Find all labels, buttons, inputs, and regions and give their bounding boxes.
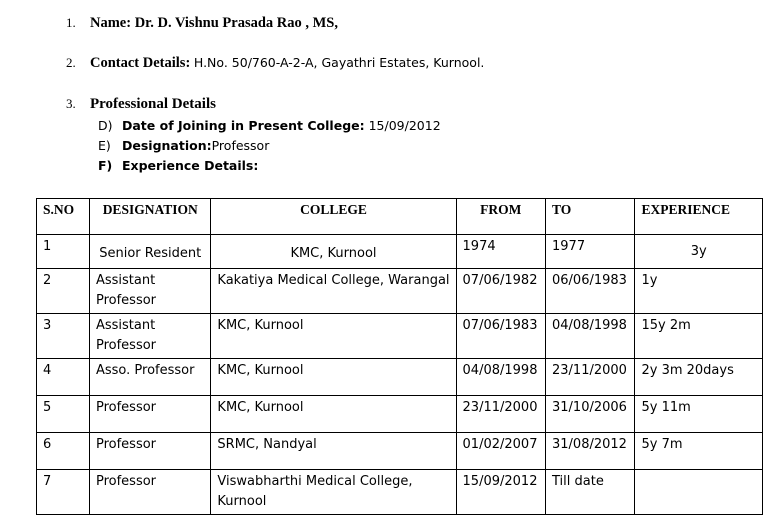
table-row [37,269,763,314]
item-letter: E) [98,138,111,153]
cell-from: 1974 [456,235,545,269]
header-designation: DESIGNATION [89,199,210,235]
cell-sno: 2 [37,269,90,314]
cell-experience: 15y 2m [635,314,763,359]
cell-to: Till date [546,470,635,515]
header-sno: S.NO [37,199,90,235]
table-row [37,235,763,269]
designation [98,138,269,154]
cell-sno: 4 [37,359,90,396]
cell-to: 23/11/2000 [546,359,635,396]
section-professional [66,95,216,113]
table-row [37,314,763,359]
cell-to: 31/10/2006 [546,396,635,433]
table-row [37,433,763,470]
section-number: 3. [66,96,76,111]
cell-from: 04/08/1998 [456,359,545,396]
cell-designation: Assistant Professor [89,314,210,359]
section-number: 1. [66,15,76,30]
cell-from: 07/06/1983 [456,314,545,359]
cell-college: KMC, Kurnool [211,235,456,269]
cell-experience: 5y 7m [635,433,763,470]
cell-college: Kakatiya Medical College, Warangal [211,269,456,314]
header-college: COLLEGE [211,199,456,235]
table-row [37,396,763,433]
table-header-row [37,199,763,235]
cell-experience: 5y 11m [635,396,763,433]
cell-experience: 2y 3m 20days [635,359,763,396]
experience-table [36,198,763,515]
section-contact [66,54,484,72]
cell-designation: Professor [89,396,210,433]
cell-designation: Asso. Professor [89,359,210,396]
cell-designation: Professor [89,470,210,515]
cell-college: KMC, Kurnool [211,314,456,359]
cell-sno: 6 [37,433,90,470]
contact-value: H.No. 50/760-A-2-A, Gayathri Estates, Kurnool. [193,55,485,70]
cell-to: 04/08/1998 [546,314,635,359]
cell-college: SRMC, Nandyal [211,433,456,470]
designation-label: Designation: [122,138,212,153]
cell-from: 15/09/2012 [456,470,545,515]
experience-details-label: Experience Details: [122,158,259,173]
cell-to: 06/06/1983 [546,269,635,314]
cell-experience: 3y [635,235,763,269]
cell-sno: 1 [37,235,90,269]
date-of-joining-value: 15/09/2012 [368,118,441,133]
cell-experience [635,470,763,515]
date-of-joining [98,118,441,134]
cell-to: 1977 [546,235,635,269]
section-number: 2. [66,55,76,70]
table-row [37,359,763,396]
contact-label: Contact Details: [90,55,191,71]
cell-sno: 7 [37,470,90,515]
designation-value: Professor [211,138,270,153]
cell-from: 01/02/2007 [456,433,545,470]
header-experience: EXPERIENCE [635,199,763,235]
cell-to: 31/08/2012 [546,433,635,470]
date-of-joining-label: Date of Joining in Present College: [122,118,365,133]
cell-college: Viswabharthi Medical College, Kurnool [211,470,456,515]
cell-designation: Assistant Professor [89,269,210,314]
professional-heading: Professional Details [90,96,216,112]
cell-designation: Professor [89,433,210,470]
cell-experience: 1y [635,269,763,314]
cell-from: 23/11/2000 [456,396,545,433]
header-to: TO [546,199,635,235]
item-letter: D) [98,118,113,133]
header-from: FROM [456,199,545,235]
cell-designation: Senior Resident [89,235,210,269]
doctor-name: Name: Dr. D. Vishnu Prasada Rao , MS, [90,15,338,31]
item-letter: F) [98,158,113,173]
section-name [66,14,338,32]
cell-from: 07/06/1982 [456,269,545,314]
cell-college: KMC, Kurnool [211,359,456,396]
cell-sno: 3 [37,314,90,359]
cell-sno: 5 [37,396,90,433]
experience-details [98,158,258,174]
cell-college: KMC, Kurnool [211,396,456,433]
table-row [37,470,763,515]
